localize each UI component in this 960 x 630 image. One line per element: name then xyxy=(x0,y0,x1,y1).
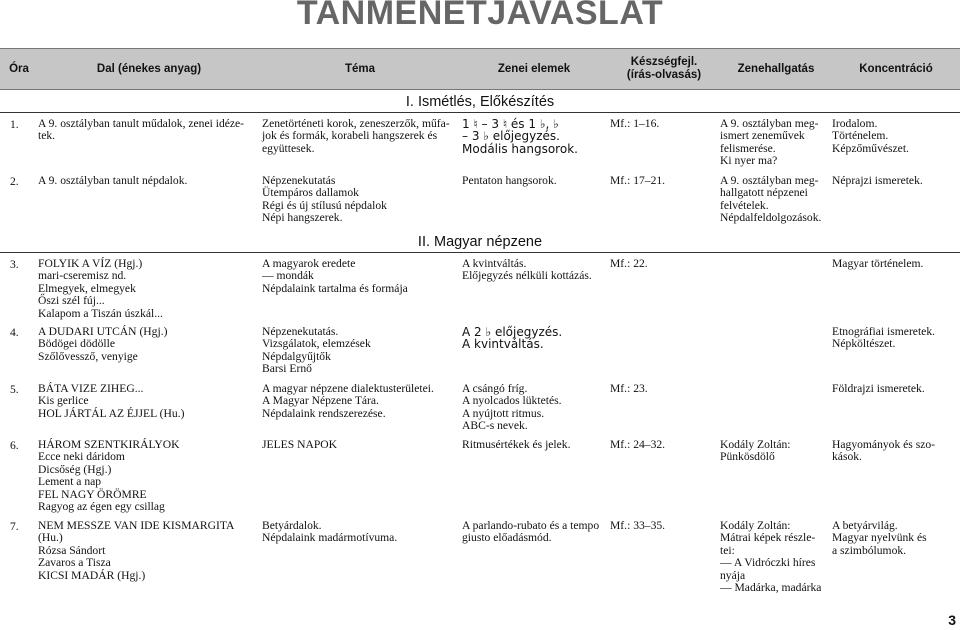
section-magyar-nepzene: II. Magyar népzene xyxy=(417,234,543,250)
row-6-keszseg: Mf.: 24–32. xyxy=(610,438,666,451)
row-1-dal: A 9. osztályban tanult műdalok, zenei idéze- tek. xyxy=(38,117,245,143)
section-divider xyxy=(0,112,960,113)
section-ismetles: I. Ismétlés, Előkészítés xyxy=(405,94,555,110)
header-zenehallgatas: Zenehallgatás xyxy=(737,62,815,75)
row-6-number: 6. xyxy=(10,439,19,452)
row-7-zenehallgatas: Kodály Zoltán: Mátrai képek részle- tei: — A Vidróczki híres nyája — Madárka, madárka xyxy=(720,519,822,595)
row-7-dal: NEM MESSZE VAN IDE KISMARGITA (Hu.) Rózsa Sándort Zavaros a Tisza KICSI MADÁR (Hgj.) xyxy=(38,519,235,582)
table-header xyxy=(0,48,960,90)
row-6-koncentracio: Hagyományok és szo- kások. xyxy=(832,438,936,464)
header-ora: Óra xyxy=(9,62,29,75)
row-7-keszseg: Mf.: 33–35. xyxy=(610,519,666,532)
row-1-koncentracio: Irodalom. Történelem. Képzőművészet. xyxy=(832,117,909,155)
row-6-zenehallgatas: Kodály Zoltán: Pünkösdölő xyxy=(720,438,791,464)
header-koncentracio: Koncentráció xyxy=(859,62,933,75)
row-3-number: 3. xyxy=(10,258,19,271)
header-dal: Dal (énekes anyag) xyxy=(96,62,202,75)
header-keszseg-line1: Készségfejl. xyxy=(630,56,698,68)
row-3-koncentracio: Magyar történelem. xyxy=(832,257,924,270)
page-title: TANMENETJAVASLAT xyxy=(296,0,664,32)
row-5-dal: BÁTA VIZE ZIHEG... Kis gerlice HOL JÁRTÁL AZ ÉJJEL (Hu.) xyxy=(38,382,185,420)
row-1-number: 1. xyxy=(10,118,19,131)
header-tema: Téma xyxy=(344,62,376,75)
row-4-zenei-elemek: A 2 ♭ előjegyzés. A kvintváltás. xyxy=(462,325,563,352)
row-5-number: 5. xyxy=(10,383,19,396)
row-7-zenei-elemek: A parlando-rubato és a tempo giusto előadásmód. xyxy=(462,519,600,545)
row-6-dal: HÁROM SZENTKIRÁLYOK Ecce neki dáridom Dicsőség (Hgj.) Lement a nap FEL NAGY ÖRÖMRE Ragyog az égen egy csillag xyxy=(38,438,180,514)
row-1-keszseg: Mf.: 1–16. xyxy=(610,117,660,130)
row-5-keszseg: Mf.: 23. xyxy=(610,382,648,395)
row-3-tema: A magyarok eredete — mondák Népdalaink tartalma és formája xyxy=(262,257,408,295)
row-4-tema: Népzenekutatás. Vizsgálatok, elemzések Népdalgyűjtők Barsi Ernő xyxy=(262,325,371,376)
row-4-number: 4. xyxy=(10,326,19,339)
row-5-tema: A magyar népzene dialektusterületei. A Magyar Népzene Tára. Népdalaink rendszerezése. xyxy=(262,382,434,420)
row-2-keszseg: Mf.: 17–21. xyxy=(610,174,666,187)
row-4-koncentracio: Etnográfiai ismeretek. Népköltészet. xyxy=(832,325,936,351)
row-5-koncentracio: Földrajzi ismeretek. xyxy=(832,382,925,395)
row-2-zenehallgatas: A 9. osztályban meg- hallgatott népzenei felvételek. Népdalfeldolgozások. xyxy=(720,174,822,225)
row-2-koncentracio: Néprajzi ismeretek. xyxy=(832,174,923,187)
row-7-number: 7. xyxy=(10,520,19,533)
page-number: 3 xyxy=(948,612,956,628)
row-2-dal: A 9. osztályban tanult népdalok. xyxy=(38,174,188,187)
row-4-dal: A DUDARI UTCÁN (Hgj.) Bödögei dödölle Szőlővessző, venyige xyxy=(38,325,168,363)
row-3-keszseg: Mf.: 22. xyxy=(610,257,648,270)
row-2-zenei-elemek: Pentaton hangsorok. xyxy=(462,174,557,187)
header-keszsegfejl xyxy=(608,49,720,89)
header-keszseg-line2: (írás-olvasás) xyxy=(626,69,702,81)
row-1-zenehallgatas: A 9. osztályban meg- ismert zeneművek felismerése. Ki nyer ma? xyxy=(720,117,819,168)
header-zenei-elemek: Zenei elemek xyxy=(497,62,571,75)
row-7-koncentracio: A betyárvilág. Magyar nyelvünk és a szimbólumok. xyxy=(832,519,927,557)
row-2-tema: Népzenekutatás Ütempáros dallamok Régi és új stílusú népdalok Népi hangszerek. xyxy=(262,174,387,225)
row-6-tema: JELES NAPOK xyxy=(262,438,338,451)
row-7-tema: Betyárdalok. Népdalaink madármotívuma. xyxy=(262,519,398,545)
row-1-tema: Zenetörténeti korok, zeneszerzők, műfa- jok és formák, korabeli hangszerek és együttesek. xyxy=(262,117,450,155)
row-2-number: 2. xyxy=(10,175,19,188)
section-divider xyxy=(0,252,960,253)
row-5-zenei-elemek: A csángó fríg. A nyolcados lüktetés. A nyújtott ritmus. ABC-s nevek. xyxy=(462,382,562,433)
row-1-zenei-elemek: 1 ♮ – 3 ♮ és 1 ♭, ♭ – 3 ♭ előjegyzés. Modális hangsorok. xyxy=(462,117,578,156)
row-3-dal: FOLYIK A VÍZ (Hgj.) mari-cseremisz nd. Elmegyek, elmegyek Őszi szél fúj... Kalapom a Tiszán úszkál... xyxy=(38,257,163,320)
row-6-zenei-elemek: Ritmusértékek és jelek. xyxy=(462,438,571,451)
row-3-zenei-elemek: A kvintváltás. Előjegyzés nélküli kottázás. xyxy=(462,257,592,283)
